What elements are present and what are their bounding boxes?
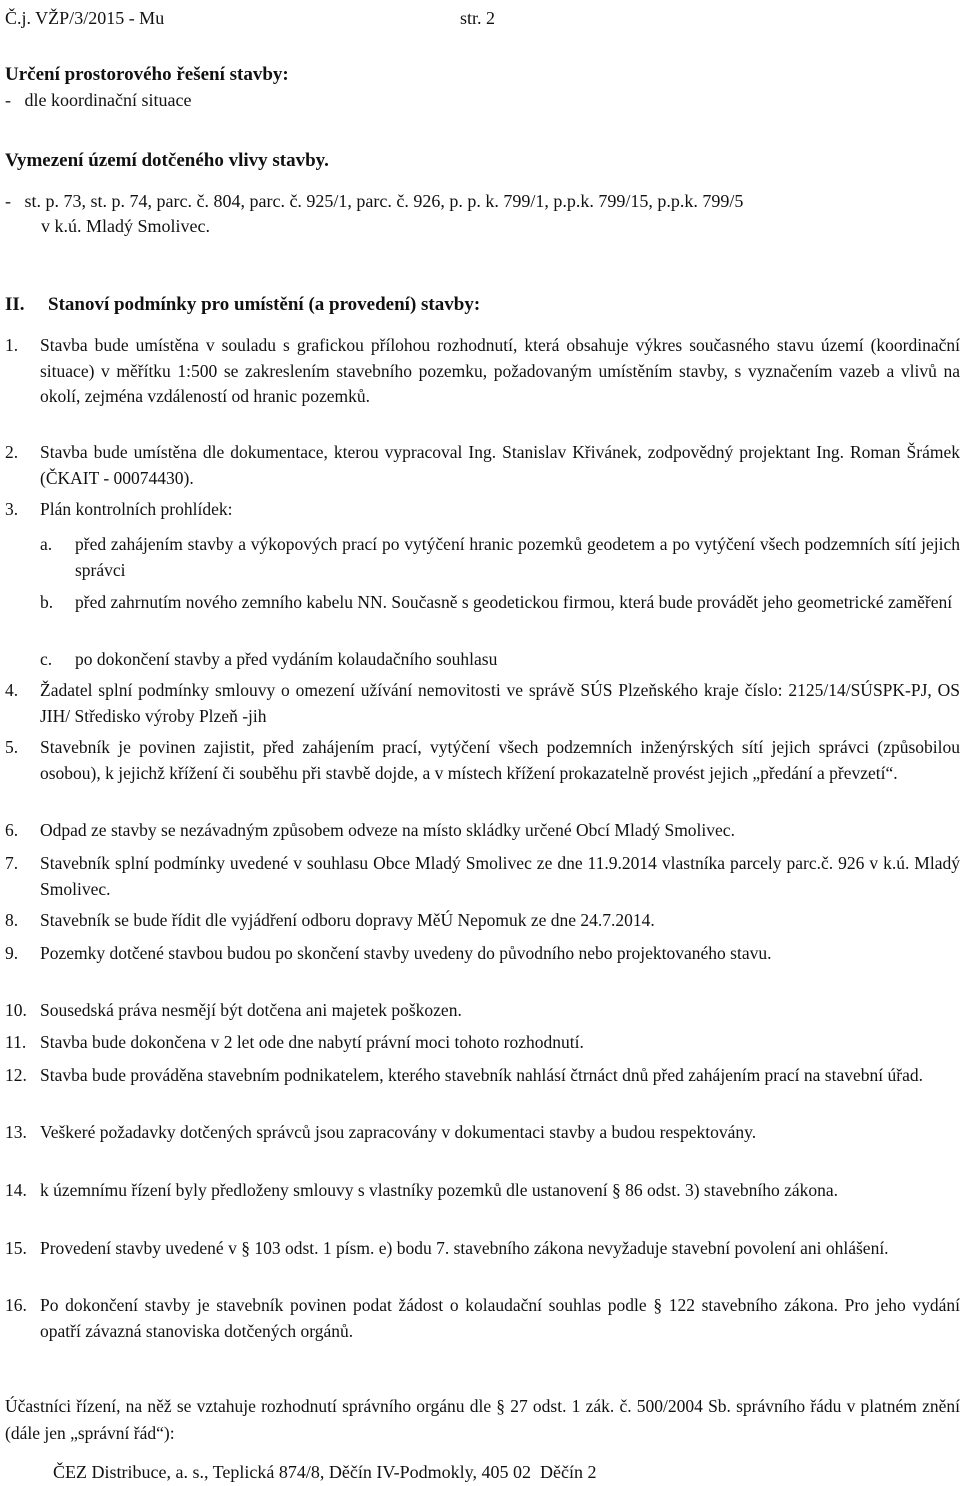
condition-text: Stavba bude umístěna v souladu s grafickou přílohou rozhodnutí, která obsahuje výkres současného stavu území (koordinační situace) v měřítku 1:500 se zakreslením stavebního pozemku, požadovaným umístěním stavby, s vyznačením vazeb a vlivů na okolí, zejména vzdáleností od hranic pozemků. <box>40 335 960 406</box>
heading-spatial-solution: Určení prostorového řešení stavby: <box>5 64 289 85</box>
condition-text: Stavba bude umístěna dle dokumentace, kterou vypracoval Ing. Stanislav Křivánek, zodpovědný projektant Ing. Roman Šrámek (ČKAIT - 00074430). <box>40 442 960 488</box>
condition-text: Stavba bude dokončena v 2 let ode dne nabytí právní moci tohoto rozhodnutí. <box>40 1032 584 1052</box>
condition-number: 5. <box>5 737 19 757</box>
condition-text: Sousedská práva nesmějí být dotčena ani majetek poškozen. <box>40 1000 462 1020</box>
condition-item <box>5 1063 960 1089</box>
condition-number: 15. <box>5 1238 27 1258</box>
inspection-letter: c. <box>40 649 53 669</box>
condition-text: Žadatel splní podmínky smlouvy o omezení užívání nemovitosti ve správě SÚS Plzeňského kraje číslo: 2125/14/SÚSPK-PJ, OS JIH/ Středisko výroby Plzeň -jih <box>40 680 960 726</box>
condition-item <box>5 998 960 1024</box>
heading-affected-area: Vymezení území dotčeného vlivy stavby. <box>5 150 329 171</box>
section-ii-number: II. <box>5 294 25 315</box>
affected-area-line-2: v k.ú. Mladý Smolivec. <box>41 216 210 236</box>
condition-number: 14. <box>5 1180 27 1200</box>
condition-number: 11. <box>5 1032 27 1052</box>
condition-item <box>5 1030 960 1056</box>
condition-text: Stavebník splní podmínky uvedené v souhlasu Obce Mladý Smolivec ze dne 11.9.2014 vlastníka parcely parc.č. 926 v k.ú. Mladý Smolivec. <box>40 853 960 899</box>
condition-number: 13. <box>5 1122 27 1142</box>
condition-number: 10. <box>5 1000 27 1020</box>
participant-entry: ČEZ Distribuce, a. s., Teplická 874/8, Děčín IV-Podmokly, 405 02 Děčín 2 <box>53 1462 597 1482</box>
page-number: str. 2 <box>460 8 496 28</box>
condition-text: Odpad ze stavby se nezávadným způsobem odveze na místo skládky určené Obcí Mladý Smolivec. <box>40 820 735 840</box>
condition-text: Veškeré požadavky dotčených správců jsou zapracovány v dokumentaci stavby a budou respektovány. <box>40 1122 757 1142</box>
condition-number: 4. <box>5 680 19 700</box>
condition-item <box>5 1178 960 1204</box>
condition-text: Provedení stavby uvedené v § 103 odst. 1 písm. e) bodu 7. stavebního zákona nevyžaduje stavební povolení ani ohlášení. <box>40 1238 889 1258</box>
condition-item <box>5 1293 960 1344</box>
condition-item <box>5 1120 960 1146</box>
condition-item <box>5 908 960 934</box>
inspection-item <box>40 532 960 583</box>
inspection-item <box>40 590 960 616</box>
condition-text: Plán kontrolních prohlídek: <box>40 499 233 519</box>
condition-text: Stavba bude prováděna stavebním podnikatelem, kterého stavebník nahlásí čtrnáct dnů před zahájením prací na stavební úřad. <box>40 1065 923 1085</box>
condition-number: 7. <box>5 853 19 873</box>
inspection-text: před zahájením stavby a výkopových prací po vytýčení hranic pozemků geodetem a po vytýčení všech podzemních sítí jejich správci <box>75 534 960 580</box>
document-reference: Č.j. VŽP/3/2015 - Mu <box>5 8 165 28</box>
condition-item <box>5 941 960 967</box>
condition-item <box>5 440 960 491</box>
spatial-solution-line: - dle koordinační situace <box>5 90 192 110</box>
heading-conditions: Stanoví podmínky pro umístění (a provedení) stavby: <box>48 294 481 315</box>
condition-item <box>5 678 960 729</box>
affected-area-line-1: - st. p. 73, st. p. 74, parc. č. 804, parc. č. 925/1, parc. č. 926, p. p. k. 799/1, p.p.k. 799/15, p.p.k. 799/5 <box>5 191 744 211</box>
condition-number: 16. <box>5 1295 27 1315</box>
condition-number: 3. <box>5 499 19 519</box>
participants-intro: Účastníci řízení, na něž se vztahuje rozhodnutí správního orgánu dle § 27 odst. 1 zák. č. 500/2004 Sb. správního řádu v platném znění (dále jen „správní řád“): <box>5 1396 960 1443</box>
condition-number: 6. <box>5 820 19 840</box>
inspection-text: po dokončení stavby a před vydáním kolaudačního souhlasu <box>75 649 498 669</box>
condition-number: 2. <box>5 442 19 462</box>
condition-number: 8. <box>5 910 19 930</box>
condition-text: Stavebník se bude řídit dle vyjádření odboru dopravy MěÚ Nepomuk ze dne 24.7.2014. <box>40 910 655 930</box>
condition-number: 1. <box>5 335 19 355</box>
condition-number: 9. <box>5 943 19 963</box>
condition-number: 12. <box>5 1065 27 1085</box>
condition-text: Pozemky dotčené stavbou budou po skončení stavby uvedeny do původního nebo projektovaného stavu. <box>40 943 772 963</box>
condition-item <box>5 735 960 786</box>
condition-item <box>5 1236 960 1262</box>
condition-item <box>5 497 960 523</box>
inspection-item <box>40 647 960 673</box>
condition-text: k územnímu řízení byly předloženy smlouvy s vlastníky pozemků dle ustanovení § 86 odst. 3) stavebního zákona. <box>40 1180 839 1200</box>
inspection-letter: b. <box>40 592 54 612</box>
inspection-text: před zahrnutím nového zemního kabelu NN. Současně s geodetickou firmou, která bude provádět jeho geometrické zaměření <box>75 592 953 612</box>
inspection-letter: a. <box>40 534 53 554</box>
condition-text: Po dokončení stavby je stavebník povinen podat žádost o kolaudační souhlas podle § 122 stavebního zákona. Pro jeho vydání opatří závazná stanoviska dotčených orgánů. <box>40 1295 960 1341</box>
condition-text: Stavebník je povinen zajistit, před zahájením prací, vytýčení všech podzemních inženýrských sítí jejich správci (způsobilou osobou), k jejichž křížení či souběhu při stavbě dojde, a v místech křížení prokazatelně provést jejich „předání a převzetí“. <box>40 737 960 783</box>
condition-item <box>5 818 960 844</box>
condition-item <box>5 333 960 410</box>
condition-item <box>5 851 960 902</box>
